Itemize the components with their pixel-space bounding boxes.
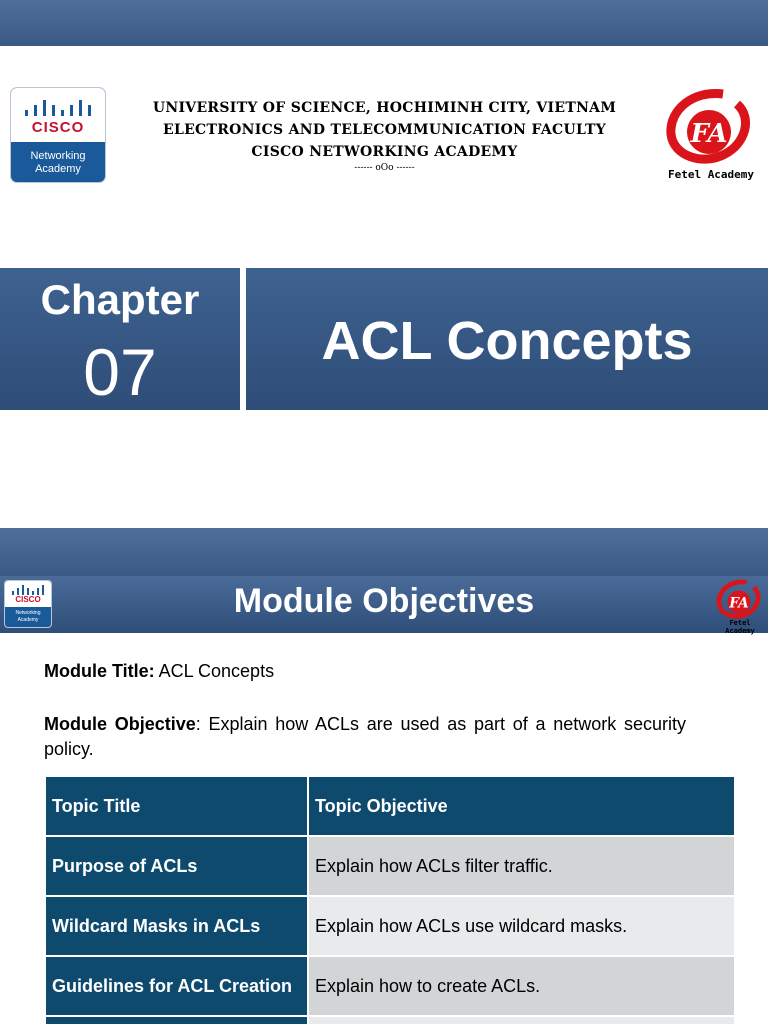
chapter-title: ACL Concepts: [321, 311, 693, 371]
module-objective: [44, 712, 686, 762]
module-title: [44, 661, 704, 682]
table-row: [45, 896, 735, 956]
module-objective-value: : Explain how ACLs are used as part of a network security policy.: [44, 714, 687, 759]
topic-title-cell: Wildcard Masks in ACLs: [45, 896, 308, 956]
topic-title-cell: Guidelines for ACL Creation: [45, 956, 308, 1016]
chapter-box: [0, 268, 240, 410]
table-row: [45, 836, 735, 896]
topic-objective-cell: [308, 1016, 735, 1024]
chapter-title-box: [246, 268, 768, 410]
cisco-wordmark: CISCO: [31, 119, 85, 136]
module-title-value: ACL Concepts: [154, 661, 275, 681]
topic-title-cell: [45, 1016, 308, 1024]
header-line-faculty: ELECTRONICS AND TELECOMMUNICATION FACULTY: [162, 122, 607, 138]
fa-emblem-icon: [714, 579, 766, 621]
cisco-logo-subtitle: Networking Academy: [15, 610, 41, 623]
header-line-academy: CISCO NETWORKING ACADEMY: [251, 144, 518, 160]
topic-objective-cell: Explain how to create ACLs.: [308, 956, 735, 1016]
topic-objective-cell: Explain how ACLs use wildcard masks.: [308, 896, 735, 956]
topic-objective-cell: Explain how ACLs filter traffic.: [308, 836, 735, 896]
svg-text:FA: FA: [690, 119, 728, 149]
fa-emblem-icon: [663, 88, 759, 168]
topic-table: [44, 775, 736, 1024]
top-band: [0, 528, 768, 576]
fa-logo-label: Fetel Academy: [667, 168, 755, 181]
cisco-networking-academy-logo: [10, 87, 106, 183]
header-ornament: ------ oOo ------: [354, 163, 415, 173]
module-objective-label: Module Objective: [44, 714, 196, 734]
fa-logo-label: Fetel Academy: [725, 619, 755, 635]
chapter-label: Chapter: [40, 276, 200, 323]
topic-title-cell: Purpose of ACLs: [45, 836, 308, 896]
top-band: [0, 0, 768, 46]
title-slide: [0, 0, 768, 460]
chapter-number: 07: [83, 335, 157, 409]
fetel-academy-logo: [663, 88, 759, 186]
fetel-academy-logo-small: [714, 579, 766, 635]
cisco-logo-subtitle: Networking Academy: [30, 150, 86, 175]
header-topic-objective: Topic Objective: [308, 776, 735, 836]
module-title-label: Module Title:: [44, 661, 155, 681]
svg-text:FA: FA: [729, 595, 749, 612]
header-topic-title: Topic Title: [45, 776, 308, 836]
table-row: [45, 1016, 735, 1024]
cisco-wordmark: CISCO: [15, 595, 41, 604]
table-header-row: [45, 776, 735, 836]
institution-header: [112, 97, 657, 173]
slide-title: Module Objectives: [233, 582, 535, 620]
header-line-university: UNIVERSITY OF SCIENCE, HOCHIMINH CITY, VIETNAM: [152, 100, 617, 116]
cisco-bars-icon: [23, 98, 95, 118]
objectives-slide: [0, 528, 768, 1024]
table-row: [45, 956, 735, 1016]
